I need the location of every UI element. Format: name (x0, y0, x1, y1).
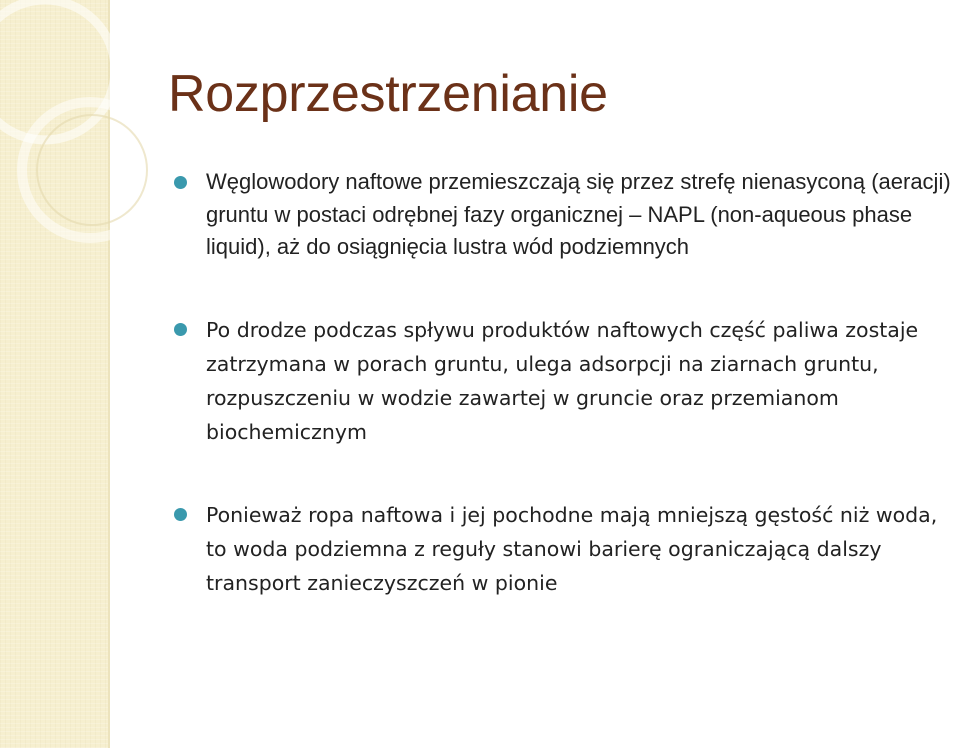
bullet-dot-icon (174, 176, 187, 189)
bullet-item (172, 313, 952, 449)
left-decorative-band (0, 0, 108, 748)
bullet-dot-icon (174, 323, 187, 336)
bullet-item (172, 166, 952, 264)
bullet-text: Ponieważ ropa naftowa i jej pochodne mają mniejszą gęstość niż woda, to woda podziemna z reguły stanowi barierę ograniczającą dalszy transport zanieczyszczeń w pionie (206, 502, 938, 595)
bullet-dot-icon (174, 508, 187, 521)
slide-title: Rozprzestrzenianie (168, 65, 608, 123)
band-edge-divider (108, 0, 110, 748)
bullet-text: Węglowodory naftowe przemieszczają się przez strefę nienasyconą (aeracji) gruntu w postaci odrębnej fazy organicznej – NAPL (non-aqueous phase liquid), aż do osiągnięcia lustra wód podziemnych (206, 169, 951, 259)
bullet-item (172, 498, 952, 600)
bullet-text: Po drodze podczas spływu produktów naftowych część paliwa zostaje zatrzymana w porach gruntu, ulega adsorpcji na ziarnach gruntu, rozpuszczeniu w wodzie zawartej w gruncie oraz przemianom biochemicznym (206, 317, 919, 444)
bullet-list (172, 166, 952, 600)
